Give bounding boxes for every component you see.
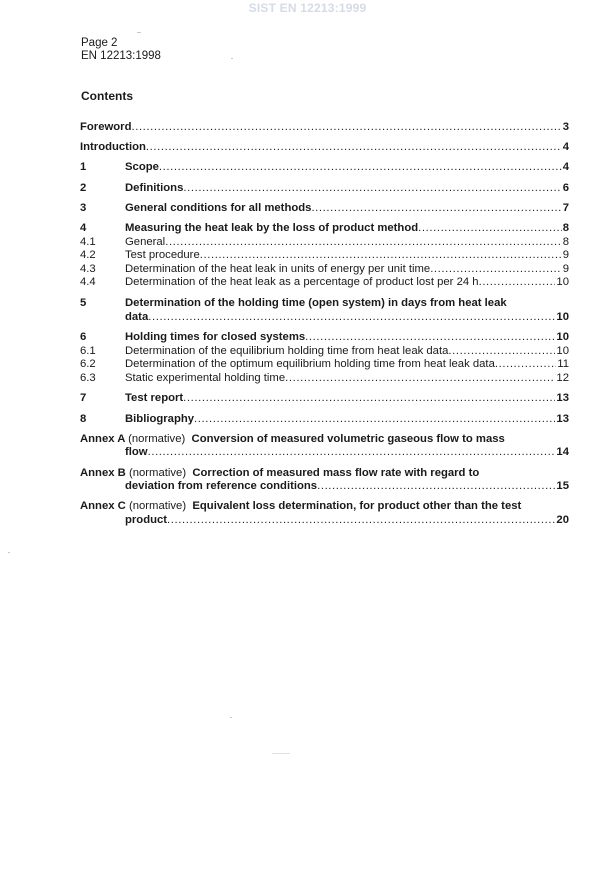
toc-page: 4 <box>562 141 569 154</box>
toc-title: Static experimental holding time <box>125 371 286 384</box>
contents-title: Contents <box>81 89 133 103</box>
toc-page: 10 <box>556 310 569 323</box>
toc-page: 8 <box>562 235 569 248</box>
toc-page: 11 <box>557 358 569 371</box>
toc-number: 5 <box>80 296 87 309</box>
toc-section-7[interactable] <box>80 392 569 406</box>
scan-speck <box>272 753 290 754</box>
toc-page: 9 <box>562 262 569 275</box>
toc-foreword[interactable] <box>80 121 569 135</box>
annex-type: (normative) <box>128 466 187 479</box>
scan-speck <box>137 32 141 33</box>
toc-number: 4.3 <box>80 262 96 275</box>
leader-dots <box>183 392 555 406</box>
annex-label: Annex C <box>80 500 126 513</box>
toc-number: 4.1 <box>80 235 96 248</box>
toc-title: Determination of the equilibrium holding time from heat leak data <box>125 344 449 357</box>
toc-number: 6.1 <box>80 344 96 357</box>
toc-title: Determination of the heat leak as a percentage of product lost per 24 h <box>125 276 479 289</box>
toc-number: 4 <box>80 221 87 234</box>
toc-page: 10 <box>556 331 569 344</box>
toc-page: 3 <box>562 121 569 133</box>
leader-dots <box>131 121 561 135</box>
toc-section-5[interactable] <box>80 297 569 324</box>
toc-number: 7 <box>80 392 87 405</box>
toc-section-8[interactable] <box>80 413 569 427</box>
annex-type: (normative) <box>128 500 187 513</box>
toc-section-3[interactable] <box>80 202 569 216</box>
toc-page: 20 <box>556 514 569 526</box>
toc-title: Test procedure <box>125 249 200 262</box>
leader-dots <box>305 331 555 345</box>
toc-title: Conversion of measured volumetric gaseous flow to mass <box>191 432 505 445</box>
toc-title: Definitions <box>125 181 184 194</box>
scan-speck <box>230 717 232 718</box>
toc-number: 6.3 <box>80 371 96 384</box>
toc-page: 14 <box>556 446 569 459</box>
toc-section-4-3[interactable] <box>80 263 569 277</box>
toc-title-continued: flow <box>125 446 148 459</box>
leader-dots <box>194 413 555 427</box>
leader-dots <box>418 222 562 236</box>
toc-section-6[interactable] <box>80 331 569 345</box>
scan-speck <box>231 58 233 59</box>
leader-dots <box>285 372 555 386</box>
toc-title: Equivalent loss determination, for product other than the test <box>192 500 522 513</box>
toc-number: 1 <box>80 161 87 174</box>
toc-title: Measuring the heat leak by the loss of product method <box>125 221 419 234</box>
toc-title-continued: product <box>125 514 168 526</box>
toc-number: 6 <box>80 331 87 344</box>
toc-title: Introduction <box>80 141 146 154</box>
toc-number: 2 <box>80 181 87 194</box>
toc-page: 8 <box>562 221 569 234</box>
annex-label: Annex B <box>80 466 126 479</box>
toc-section-2[interactable] <box>80 182 569 196</box>
leader-dots <box>159 161 562 175</box>
toc-section-6-1[interactable] <box>80 345 569 359</box>
toc-section-4-2[interactable] <box>80 249 569 263</box>
toc-number: 6.2 <box>80 358 96 371</box>
toc-title-continued: deviation from reference conditions <box>125 480 318 493</box>
toc-section-6-2[interactable] <box>80 358 569 372</box>
toc-annex-c[interactable] <box>80 500 569 527</box>
toc-section-4-1[interactable] <box>80 236 569 250</box>
leader-dots <box>448 345 555 359</box>
leader-dots <box>167 514 555 528</box>
page-number: Page 2 <box>81 37 118 49</box>
toc-title: Bibliography <box>125 412 195 425</box>
watermark: SIST EN 12213:1999 <box>248 1 367 15</box>
toc-page: 15 <box>556 480 569 493</box>
toc-title: General conditions for all methods <box>125 201 312 214</box>
toc-annex-a[interactable] <box>80 433 569 460</box>
toc-number: 3 <box>80 201 87 214</box>
toc-section-4-4[interactable] <box>80 276 569 290</box>
toc-page: 4 <box>562 161 569 174</box>
toc-title: Determination of the optimum equilibrium holding time from heat leak data <box>125 358 495 371</box>
toc-page: 13 <box>556 412 569 425</box>
toc-section-1[interactable] <box>80 161 569 175</box>
leader-dots <box>183 182 561 196</box>
leader-dots <box>148 446 556 460</box>
toc-page: 13 <box>556 392 569 405</box>
leader-dots <box>165 236 562 250</box>
leader-dots <box>479 276 556 290</box>
leader-dots <box>430 263 562 277</box>
toc-title: Determination of the heat leak in units of energy per unit time <box>125 262 431 275</box>
toc-title: Determination of the holding time (open system) in days from heat leak <box>125 296 507 309</box>
toc-section-4[interactable] <box>80 222 569 236</box>
toc-number: 4.4 <box>80 276 96 289</box>
toc-page: 6 <box>562 181 569 194</box>
annex-type: (normative) <box>128 432 186 445</box>
toc-title: Foreword <box>80 121 132 133</box>
leader-dots <box>311 202 561 216</box>
toc-title: Holding times for closed systems <box>125 331 306 344</box>
toc-annex-b[interactable] <box>80 467 569 494</box>
leader-dots <box>148 311 555 325</box>
leader-dots <box>495 358 556 372</box>
table-of-contents <box>80 121 569 528</box>
toc-page: 10 <box>556 276 569 289</box>
toc-page: 12 <box>556 371 569 384</box>
toc-section-6-3[interactable] <box>80 372 569 386</box>
toc-page: 9 <box>562 249 569 262</box>
toc-page: 7 <box>562 201 569 214</box>
toc-number: 4.2 <box>80 249 96 262</box>
toc-title: General <box>125 235 166 248</box>
toc-title: Correction of measured mass flow rate with regard to <box>192 466 480 479</box>
toc-number: 8 <box>80 412 87 425</box>
toc-title-continued: data <box>125 310 149 323</box>
leader-dots <box>146 141 562 155</box>
leader-dots <box>200 249 562 263</box>
toc-title: Scope <box>125 161 159 174</box>
toc-title: Test report <box>125 392 184 405</box>
standard-number: EN 12213:1998 <box>81 50 161 62</box>
toc-introduction[interactable] <box>80 141 569 155</box>
annex-label: Annex A <box>80 432 125 445</box>
toc-page: 10 <box>556 344 569 357</box>
scan-speck <box>8 552 10 553</box>
leader-dots <box>317 480 555 494</box>
